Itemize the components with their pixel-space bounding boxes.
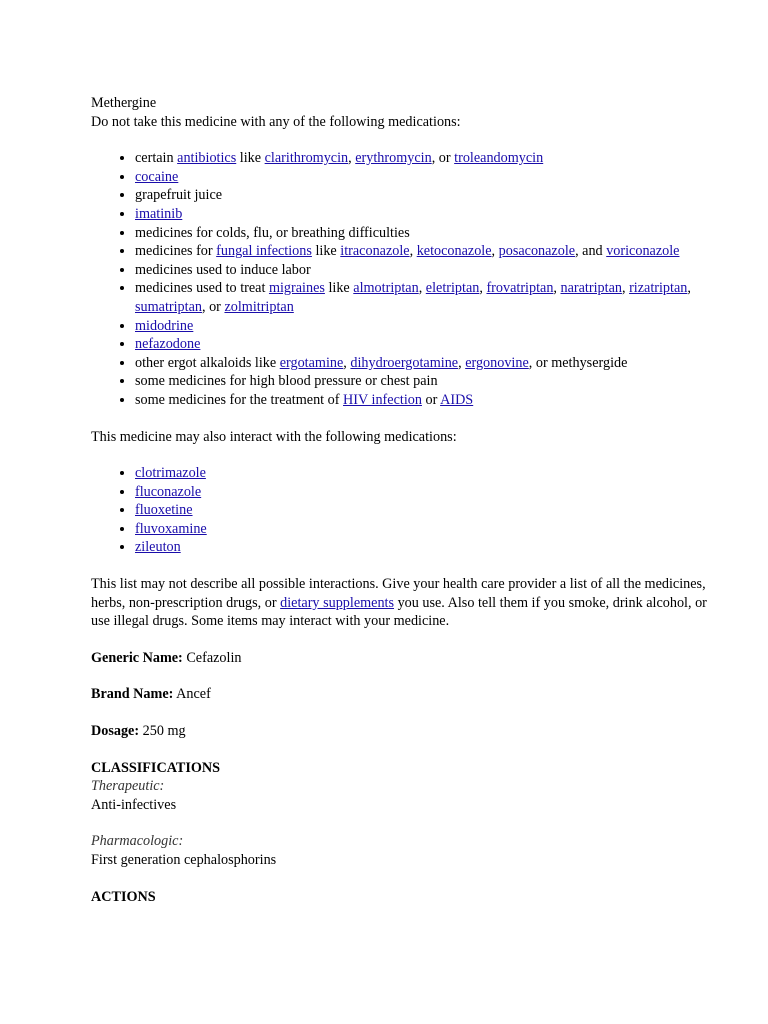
contraindications-list — [91, 149, 708, 409]
link-hiv-infection[interactable]: HIV infection — [343, 391, 422, 408]
link-antibiotics[interactable]: antibiotics — [177, 150, 237, 167]
link-zileuton[interactable]: zileuton — [135, 539, 181, 556]
therapeutic-value: Anti-infectives — [91, 796, 177, 813]
classifications-heading: CLASSIFICATIONS — [91, 759, 221, 776]
list-item — [135, 520, 708, 539]
generic-name-label: Generic Name: — [91, 649, 183, 666]
brand-name — [91, 685, 708, 704]
generic-name — [91, 649, 708, 668]
link-naratriptan[interactable]: naratriptan — [560, 280, 622, 297]
link-voriconazole[interactable]: voriconazole — [606, 243, 680, 260]
link-rizatriptan[interactable]: rizatriptan — [629, 280, 688, 297]
drug-title: Methergine — [91, 95, 157, 111]
list-item: • certain antibiotics like clarithromycin, erythromycin, or troleandomycin — [135, 149, 708, 168]
interactions-list — [91, 464, 708, 557]
list-item: • other ergot alkaloids like ergotamine, dihydroergotamine, ergonovine, or methysergide — [135, 354, 708, 373]
link-nefazodone[interactable]: nefazodone — [135, 336, 201, 353]
brand-name-label: Brand Name: — [91, 686, 174, 703]
list-item: • medicines used to induce labor — [135, 261, 708, 280]
list-item: • medicines for fungal infections like itraconazole, ketoconazole, posaconazole, and voriconazole — [135, 242, 708, 261]
link-itraconazole[interactable]: itraconazole — [340, 243, 410, 260]
brand-name-value: Ancef — [173, 686, 211, 703]
link-almotriptan[interactable]: almotriptan — [353, 280, 419, 297]
pharmacologic-label: Pharmacologic: — [91, 833, 184, 850]
link-ergonovine[interactable]: ergonovine — [465, 354, 529, 371]
dosage-value: 250 mg — [139, 723, 186, 740]
link-erythromycin[interactable]: erythromycin — [355, 150, 432, 167]
link-fluvoxamine[interactable]: fluvoxamine — [135, 520, 207, 537]
link-clarithromycin[interactable]: clarithromycin — [264, 150, 349, 167]
link-posaconazole[interactable]: posaconazole — [498, 243, 576, 260]
link-dihydroergotamine[interactable]: dihydroergotamine — [350, 354, 459, 371]
list-item — [135, 317, 708, 336]
link-migraines[interactable]: migraines — [268, 280, 325, 297]
interactions-note: This list may not describe all possible interactions. Give your health care provider a list of all the medicines, herbs, non-prescription drugs, or dietary supplements you use. Also tell them if you smoke, drink alcohol, or use illegal drugs. Some items may interact with your medicine. — [91, 576, 707, 630]
dosage — [91, 722, 708, 741]
therapeutic-label: Therapeutic: — [91, 778, 165, 795]
link-troleandomycin[interactable]: troleandomycin — [454, 150, 544, 167]
list-item — [135, 205, 708, 224]
list-item — [135, 464, 708, 483]
contraindications-intro: Do not take this medicine with any of the following medications: — [91, 113, 461, 130]
link-fungal-infections[interactable]: fungal infections — [216, 243, 312, 260]
link-frovatriptan[interactable]: frovatriptan — [486, 280, 554, 297]
interactions-intro: This medicine may also interact with the following medications: — [91, 428, 457, 445]
list-item: • grapefruit juice — [135, 186, 708, 205]
list-item — [135, 501, 708, 520]
link-zolmitriptan[interactable]: zolmitriptan — [224, 298, 294, 315]
list-item: • medicines used to treat migraines like almotriptan, eletriptan, frovatriptan, naratriptan, rizatriptan, sumatriptan, or zolmitriptan — [135, 279, 708, 316]
link-ergotamine[interactable]: ergotamine — [279, 354, 344, 371]
dosage-label: Dosage: — [91, 723, 140, 740]
list-item: • some medicines for the treatment of HIV infection or AIDS — [135, 391, 708, 410]
list-item — [135, 483, 708, 502]
list-item — [135, 335, 708, 354]
actions-heading: ACTIONS — [91, 888, 156, 905]
pharmacologic-value: First generation cephalosphorins — [91, 852, 277, 868]
list-item — [135, 538, 708, 557]
link-ketoconazole[interactable]: ketoconazole — [416, 243, 492, 260]
link-clotrimazole[interactable]: clotrimazole — [135, 465, 206, 482]
generic-name-value: Cefazolin — [182, 649, 242, 666]
list-item: • some medicines for high blood pressure or chest pain — [135, 372, 708, 391]
link-imatinib[interactable]: imatinib — [135, 205, 183, 222]
list-item: • medicines for colds, flu, or breathing difficulties — [135, 224, 708, 243]
link-sumatriptan[interactable]: sumatriptan — [135, 298, 202, 315]
link-fluconazole[interactable]: fluconazole — [135, 483, 202, 500]
link-fluoxetine[interactable]: fluoxetine — [135, 502, 193, 519]
link-cocaine[interactable]: cocaine — [135, 168, 179, 185]
link-eletriptan[interactable]: eletriptan — [425, 280, 480, 297]
list-item — [135, 168, 708, 187]
link-midodrine[interactable]: midodrine — [135, 317, 194, 334]
link-aids[interactable]: AIDS — [440, 391, 474, 408]
link-dietary-supplements[interactable]: dietary supplements — [280, 594, 395, 611]
